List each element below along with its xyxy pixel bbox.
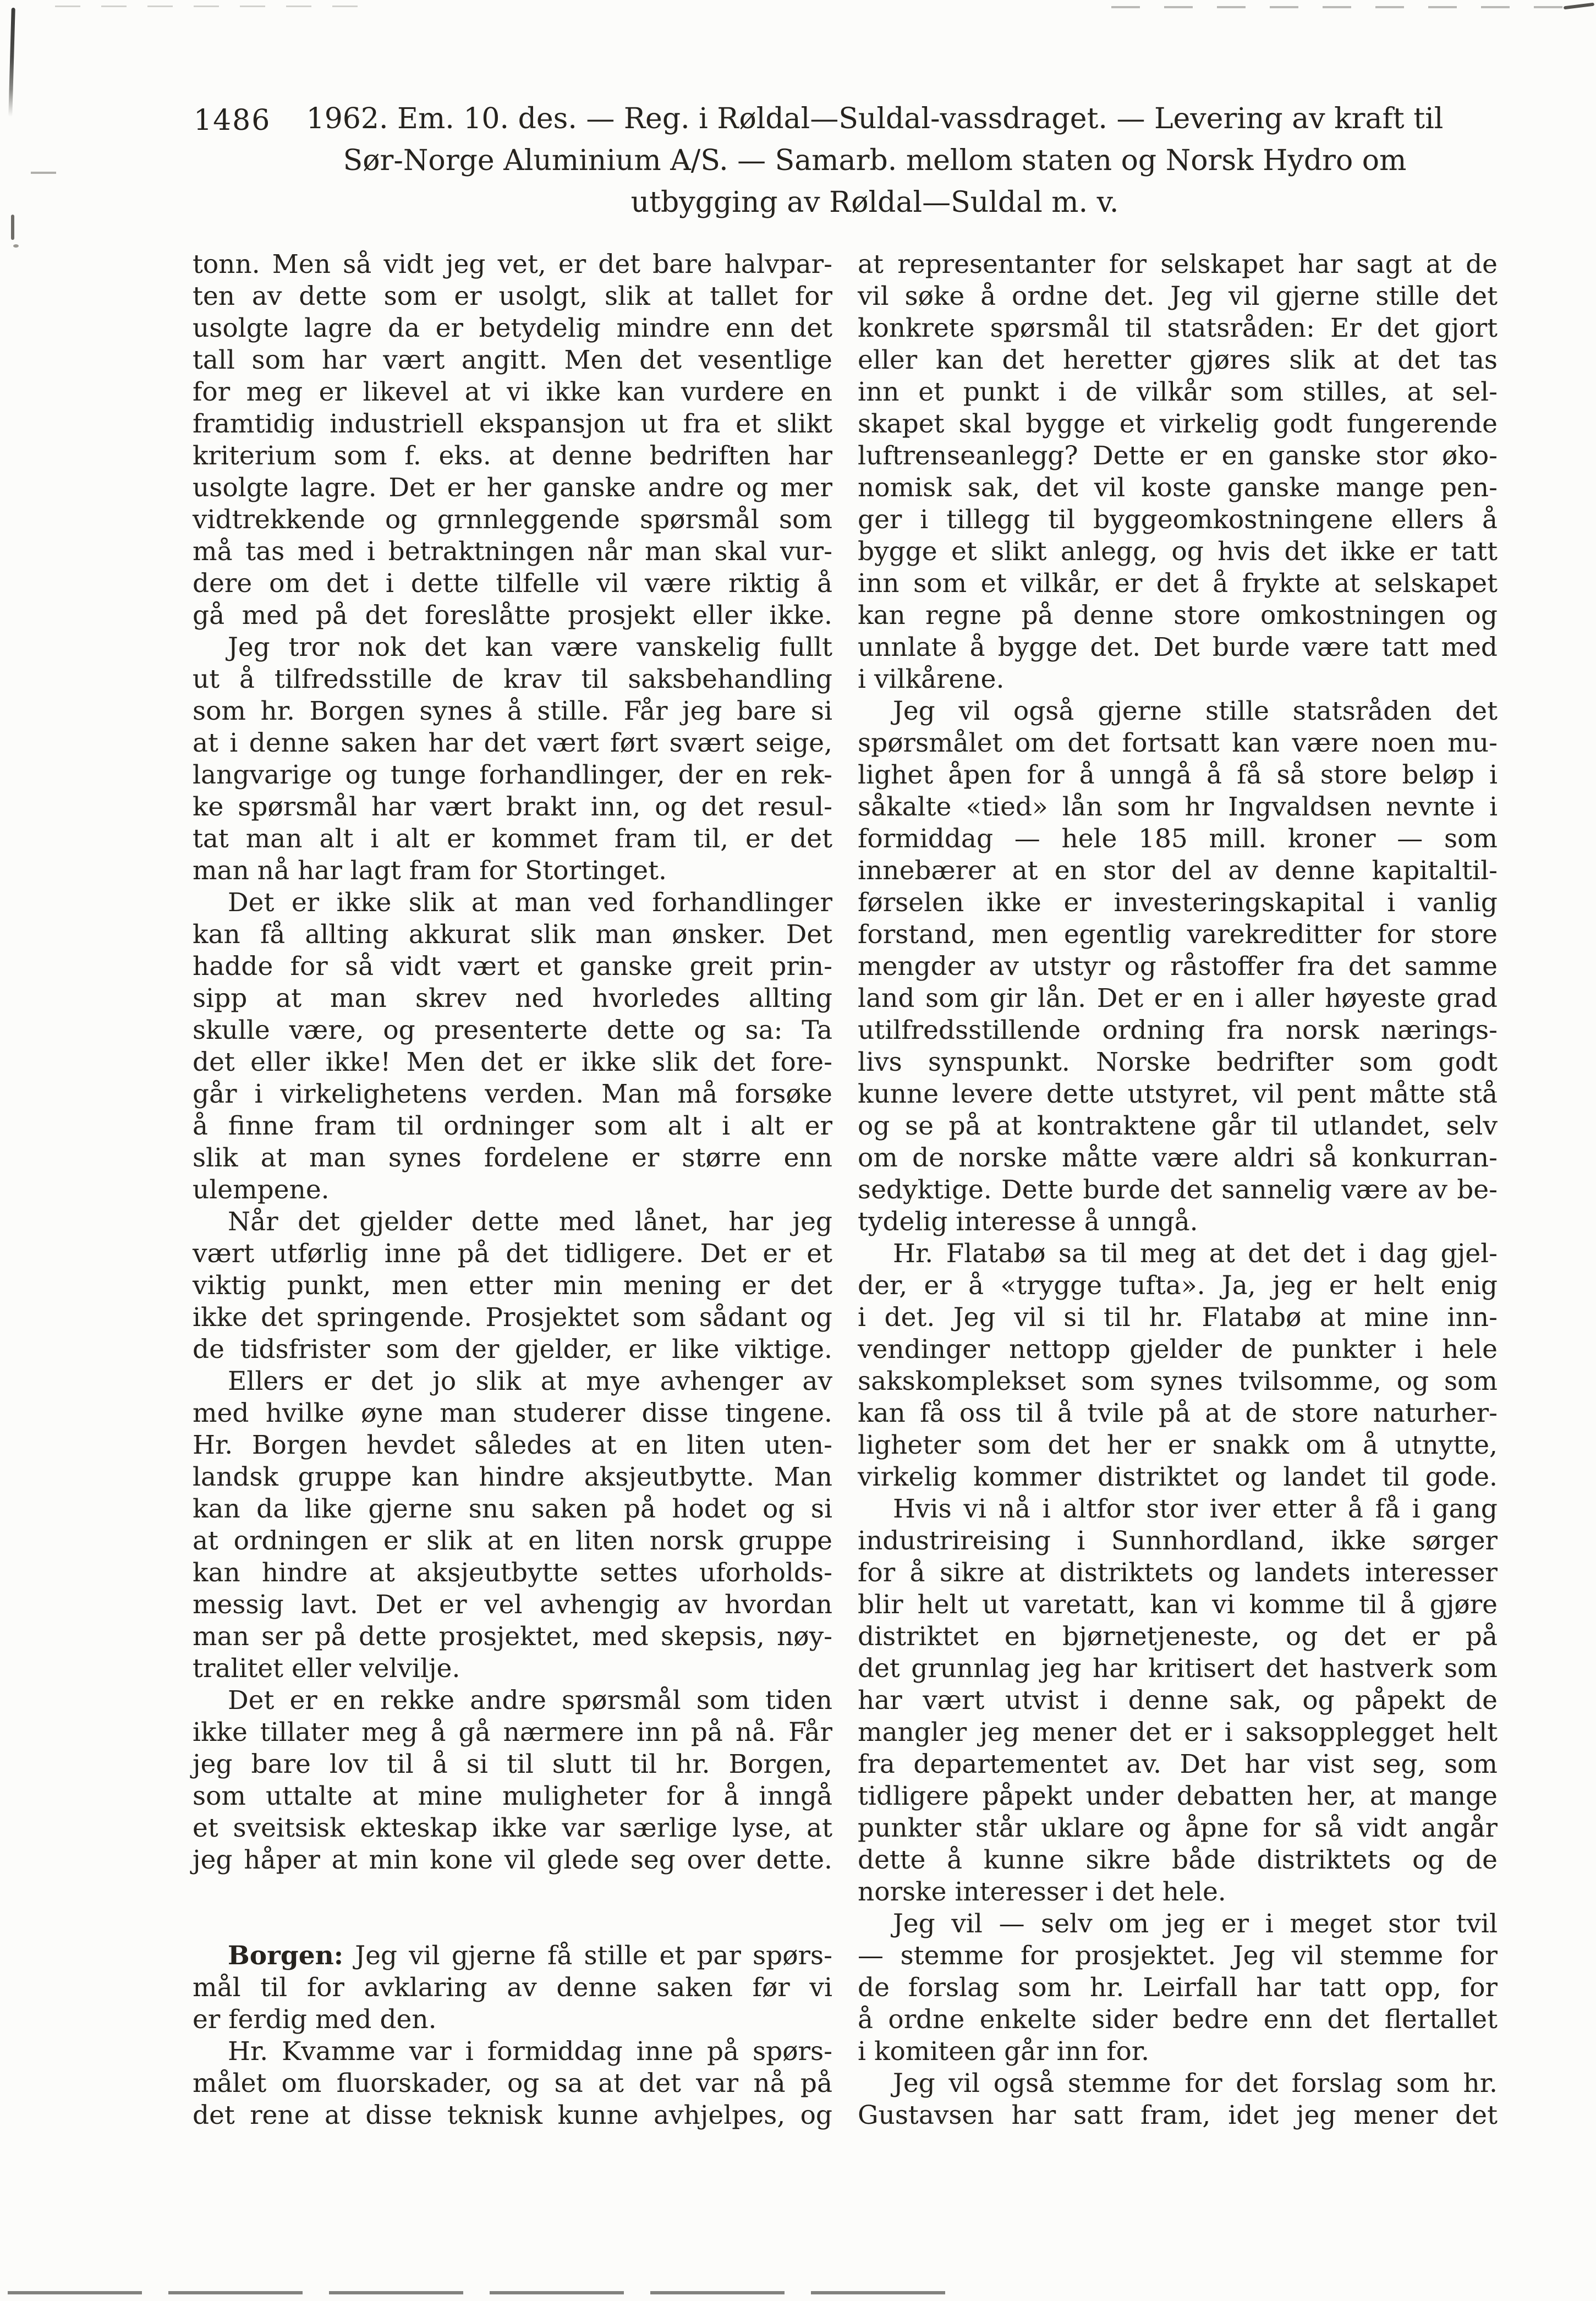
text-line: kan få oss til å tvile på at de store naturher- xyxy=(858,1398,1498,1428)
header-title-line: 1962. Em. 10. des. — Reg. i Røldal—Suldal-vassdraget. — Levering av kraft til xyxy=(306,102,1444,135)
text-line: er ferdig med den. xyxy=(193,2004,437,2035)
text-line: Når det gjelder dette med lånet, har jeg xyxy=(228,1207,832,1237)
text-line: og se på at kontraktene går til utlandet, selv xyxy=(858,1111,1498,1141)
scan-artifact-top-dashed-line xyxy=(55,6,363,7)
text-line: dette å kunne sikre både distriktets og de xyxy=(858,1845,1498,1875)
text-line: tydelig interesse å unngå. xyxy=(858,1207,1198,1237)
text-line: bygge et slikt anlegg, og hvis det ikke er tatt xyxy=(858,536,1498,567)
text-line: tall som har vært angitt. Men det vesentlige xyxy=(193,345,832,375)
text-line: tralitet eller velvilje. xyxy=(193,1653,460,1684)
text-line: vil søke å ordne det. Jeg vil gjerne stille det xyxy=(858,281,1498,311)
text-line: Borgen: Jeg vil gjerne få stille et par spørs- xyxy=(228,1941,832,1971)
text-line: Hr. Borgen hevdet således at en liten uten- xyxy=(193,1430,832,1460)
text-line: langvarige og tunge forhandlinger, der en rek- xyxy=(193,760,832,790)
text-line: det grunnlag jeg har kritisert det hastverk som xyxy=(858,1653,1498,1684)
text-line: som hr. Borgen synes å stille. Får jeg bare si xyxy=(193,696,832,726)
text-line: usolgte lagre. Det er her ganske andre og mer xyxy=(193,473,832,503)
text-line: i komiteen går inn for. xyxy=(858,2036,1150,2067)
text-line: mangler jeg mener det er i saksopplegget helt xyxy=(858,1717,1498,1747)
text-line: Hr. Flatabø sa til meg at det det i dag gjel- xyxy=(893,1239,1498,1269)
text-line: for å sikre at distriktets og landets interesser xyxy=(858,1558,1498,1588)
text-line: Hvis vi nå i altfor stor iver etter å få i gang xyxy=(893,1494,1498,1524)
text-line: Jeg tror nok det kan være vanskelig fullt xyxy=(228,632,832,662)
text-line: vidtrekkende og grnnleggende spørsmål som xyxy=(193,505,832,535)
text-line: livs synspunkt. Norske bedrifter som godt xyxy=(858,1047,1498,1077)
text-line: det eller ikke! Men det er ikke slik det fore- xyxy=(193,1047,832,1077)
text-line: ger i tillegg til byggeomkostningene ellers å xyxy=(858,505,1498,535)
text-line: tat man alt i alt er kommet fram til, er det xyxy=(193,824,832,854)
text-line: man ser på dette prosjektet, med skepsis, nøy- xyxy=(193,1621,832,1652)
speaker-name: Borgen: xyxy=(228,1941,344,1971)
text-line: sedyktige. Dette burde det sannelig være av be- xyxy=(858,1175,1498,1205)
text-line: at i denne saken har det vært ført svært seige, xyxy=(193,728,832,758)
text-line: man nå har lagt fram for Stortinget. xyxy=(193,856,667,886)
text-line: jeg bare lov til å si til slutt til hr. Borgen, xyxy=(193,1749,832,1779)
page-number: 1486 xyxy=(194,104,271,137)
text-line: virkelig kommer distriktet og landet til gode. xyxy=(858,1462,1498,1492)
text-line: sakskomplekset som synes tvilsomme, og som xyxy=(858,1366,1498,1396)
text-line: messig lavt. Det er vel avhengig av hvordan xyxy=(193,1590,832,1620)
text-line: tonn. Men så vidt jeg vet, er det bare halvpar- xyxy=(193,249,832,280)
text-line: Jeg vil også stemme for det forslag som hr. xyxy=(893,2068,1498,2099)
text-line: konkrete spørsmål til statsråden: Er det gjort xyxy=(858,313,1498,343)
text-line: unnlate å bygge det. Det burde være tatt med xyxy=(858,632,1498,662)
text-line: formiddag — hele 185 mill. kroner — som xyxy=(858,824,1498,854)
text-line: luftrenseanlegg? Dette er en ganske stor øko- xyxy=(858,441,1498,471)
text-line: forstand, men egentlig varekreditter for store xyxy=(858,919,1498,950)
text-line: med hvilke øyne man studerer disse tingene. xyxy=(193,1398,832,1428)
text-line: kan få allting akkurat slik man ønsker. Det xyxy=(193,919,832,950)
text-line: dere om det i dette tilfelle vil være riktig å xyxy=(193,568,832,599)
text-line: for meg er likevel at vi ikke kan vurdere en xyxy=(193,377,832,407)
text-line: ikke det springende. Prosjektet som sådant og xyxy=(193,1302,832,1333)
text-line: distriktet en bjørnetjeneste, og det er på xyxy=(858,1621,1498,1652)
text-line: innebærer at en stor del av denne kapitaltil- xyxy=(858,856,1498,886)
text-line: å ordne enkelte sider bedre enn det flertallet xyxy=(858,2004,1498,2035)
scan-artifact-speck xyxy=(13,244,19,248)
text-line: tidligere påpekt under debatten her, at mange xyxy=(858,1781,1498,1811)
text-line: kan regne på denne store omkostningen og xyxy=(858,600,1498,631)
text-line: mengder av utstyr og råstoffer fra det samme xyxy=(858,951,1498,982)
text-line: industrireising i Sunnhordland, ikke sørger xyxy=(858,1526,1498,1556)
text-line: ke spørsmål har vært brakt inn, og det resul- xyxy=(193,792,832,822)
text-line: mål til for avklaring av denne saken før vi xyxy=(193,1973,832,2003)
text-line: kan da like gjerne snu saken på hodet og si xyxy=(193,1494,832,1524)
text-line: framtidig industriell ekspansjon ut fra et slikt xyxy=(193,409,832,439)
text-line: vendinger nettopp gjelder de punkter i hele xyxy=(858,1334,1498,1365)
text-line: ikke tillater meg å gå nærmere inn på nå. Får xyxy=(193,1717,832,1747)
text-line: det rene at disse teknisk kunne avhjelpes, og xyxy=(193,2100,832,2130)
text-line: ulempene. xyxy=(193,1175,330,1205)
text-line: at representanter for selskapet har sagt at de xyxy=(858,249,1498,280)
text-line: ten av dette som er usolgt, slik at tallet for xyxy=(193,281,832,311)
text-line: fra departementet av. Det har vist seg, som xyxy=(858,1749,1498,1779)
text-line: skapet skal bygge et virkelig godt fungerende xyxy=(858,409,1498,439)
text-line: landsk gruppe kan hindre aksjeutbytte. Man xyxy=(193,1462,832,1492)
text-line: de tidsfrister som der gjelder, er like viktige. xyxy=(193,1334,832,1365)
text-line: om de norske måtte være aldri så konkurran- xyxy=(858,1143,1498,1173)
text-line: land som gir lån. Det er en i aller høyeste grad xyxy=(858,983,1498,1013)
text-line: førselen ikke er investeringskapital i vanlig xyxy=(858,887,1498,918)
text-line: hadde for så vidt vært et ganske greit prin- xyxy=(193,951,832,982)
text-line: målet om fluorskader, og sa at det var nå på xyxy=(193,2068,832,2099)
text-line: slik at man synes fordelene er større enn xyxy=(193,1143,832,1173)
text-line: ut å tilfredsstille de krav til saksbehandling xyxy=(193,664,832,694)
text-line: der, er å «trygge tufta». Ja, jeg er helt enig xyxy=(858,1270,1498,1301)
scan-artifact-top-dashed-line xyxy=(1111,6,1568,8)
text-line: inn som et vilkår, er det å frykte at selskapet xyxy=(858,568,1498,599)
text-line: Jeg vil — selv om jeg er i meget stor tvil xyxy=(893,1909,1498,1939)
text-line: utilfredsstillende ordning fra norsk nærings- xyxy=(858,1015,1498,1045)
text-line: spørsmålet om det fortsatt kan være noen mu- xyxy=(858,728,1498,758)
text-line: gå med på det foreslåtte prosjekt eller ikke. xyxy=(193,600,832,631)
text-line: vært utførlig inne på det tidligere. Det er et xyxy=(193,1239,832,1269)
text-line: usolgte lagre da er betydelig mindre enn det xyxy=(193,313,832,343)
text-line: Det er en rekke andre spørsmål som tiden xyxy=(228,1685,832,1716)
text-line: går i virkelighetens verden. Man må forsøke xyxy=(193,1079,832,1109)
right-column xyxy=(858,249,1498,2132)
text-line: inn et punkt i de vilkår som stilles, at sel- xyxy=(858,377,1498,407)
text-line: — stemme for prosjektet. Jeg vil stemme for xyxy=(858,1941,1498,1971)
text-line: blir helt ut varetatt, kan vi komme til å gjøre xyxy=(858,1590,1498,1620)
text-line: kan hindre at aksjeutbytte settes uforholds- xyxy=(193,1558,832,1588)
text-line: skulle være, og presenterte dette og sa: Ta xyxy=(193,1015,832,1045)
text-line: kriterium som f. eks. at denne bedriften har xyxy=(193,441,832,471)
scan-artifact-corner-dash xyxy=(1564,3,1594,10)
paragraph-gap xyxy=(193,1876,832,1940)
text-line: å finne fram til ordninger som alt i alt er xyxy=(193,1111,832,1141)
text-line: et sveitsisk ekteskap ikke var særlige lyse, at xyxy=(193,1813,832,1843)
text-line: nomisk sak, det vil koste ganske mange pen- xyxy=(858,473,1498,503)
text-line: Hr. Kvamme var i formiddag inne på spørs- xyxy=(228,2036,832,2067)
text-body xyxy=(193,249,1498,2132)
text-line: Det er ikke slik at man ved forhandlinger xyxy=(228,887,832,918)
text-line: at ordningen er slik at en liten norsk gruppe xyxy=(193,1526,832,1556)
text-line: de forslag som hr. Leirfall har tatt opp, for xyxy=(858,1973,1498,2003)
text-line: jeg håper at min kone vil glede seg over dette. xyxy=(193,1845,832,1875)
text-line: ligheter som det her er snakk om å utnytte, xyxy=(858,1430,1498,1460)
text-line: viktig punkt, men etter min mening er det xyxy=(193,1270,832,1301)
header-title xyxy=(231,98,1518,223)
text-line: i det. Jeg vil si til hr. Flatabø at mine inn- xyxy=(858,1302,1498,1333)
text-line: Gustavsen har satt fram, idet jeg mener det xyxy=(858,2100,1498,2130)
text-line: som uttalte at mine muligheter for å inngå xyxy=(193,1781,832,1811)
header-title-line: utbygging av Røldal—Suldal m. v. xyxy=(630,186,1119,219)
text-line: må tas med i betraktningen når man skal vur- xyxy=(193,536,832,567)
text-line: såkalte «tied» lån som hr Ingvaldsen nevnte i xyxy=(858,792,1498,822)
text-line: punkter står uklare og åpne for så vidt angår xyxy=(858,1813,1498,1843)
text-line: Ellers er det jo slik at mye avhenger av xyxy=(228,1366,832,1396)
text-line: Jeg vil også gjerne stille statsråden det xyxy=(893,696,1498,726)
text-line: norske interesser i det hele. xyxy=(858,1877,1226,1907)
text-line: kunne levere dette utstyret, vil pent måtte stå xyxy=(858,1079,1498,1109)
text-line: har vært utvist i denne sak, og påpekt de xyxy=(858,1685,1498,1716)
text-line: lighet åpen for å unngå å få så store beløp i xyxy=(858,760,1498,790)
running-header xyxy=(0,98,1596,223)
text-line: eller kan det heretter gjøres slik at det tas xyxy=(858,345,1498,375)
header-title-line: Sør-Norge Aluminium A/S. — Samarb. mellom staten og Norsk Hydro om xyxy=(343,144,1407,177)
left-column xyxy=(193,249,832,2132)
text-line: i vilkårene. xyxy=(858,664,1005,694)
scan-artifact-bottom-dashed-line xyxy=(8,2291,963,2294)
text-line: sipp at man skrev ned hvorledes allting xyxy=(193,983,832,1013)
